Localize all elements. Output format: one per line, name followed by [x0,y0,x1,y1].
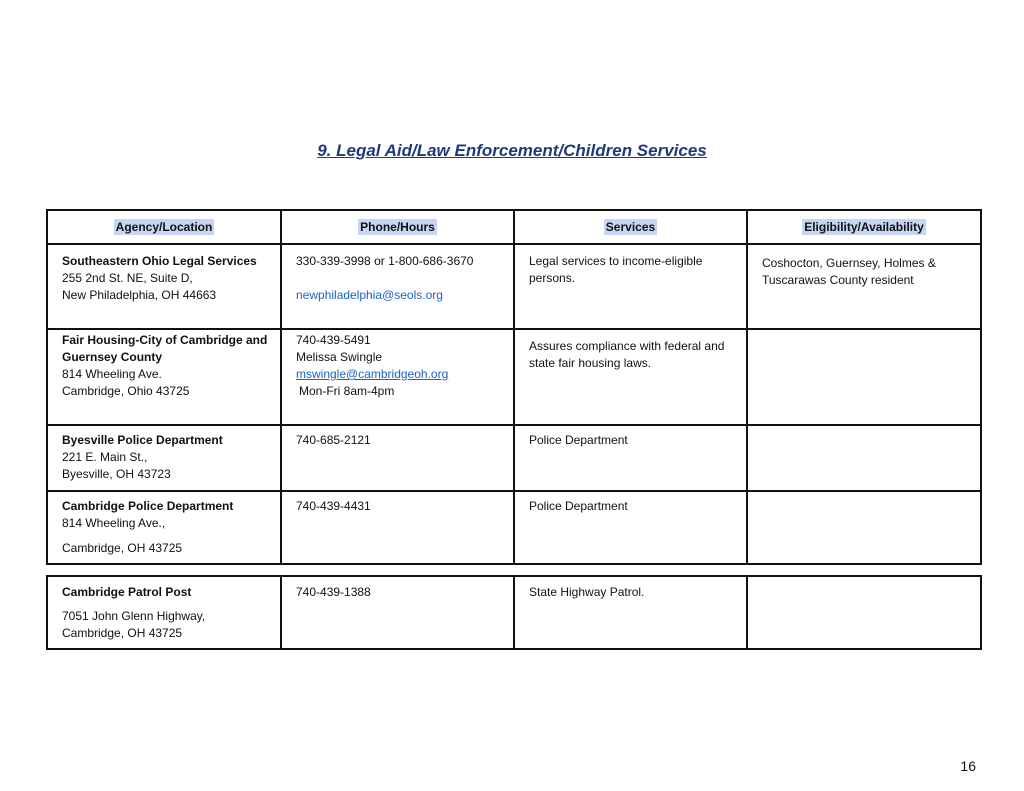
agency-name: Southeastern Ohio Legal Services [62,254,257,268]
agency-address-line2: Cambridge, OH 43725 [62,541,183,555]
services-text: State Highway Patrol. [529,585,645,599]
eligibility-cell [747,244,981,329]
header-eligibility: Eligibility/Availability [747,210,981,244]
services-cell [514,425,747,491]
agency-address-line1: 814 Wheeling Ave. [62,367,162,381]
services-cell [514,329,747,425]
phone-cell [281,244,514,329]
agency-address-line2: Cambridge, Ohio 43725 [62,384,190,398]
table-row [47,576,981,649]
agency-cell [47,576,281,649]
eligibility-cell [747,329,981,425]
eligibility-text: Coshocton, Guernsey, Holmes & Tuscarawas County resident [762,256,936,287]
header-agency: Agency/Location [47,210,281,244]
services-text: Police Department [529,433,628,447]
services-text: Legal services to income-eligible persons. [529,254,703,285]
phone-cell [281,576,514,649]
agency-address-line1: 7051 John Glenn Highway, [62,609,206,623]
eligibility-text [748,577,980,591]
table-row [47,244,981,329]
services-cell [514,576,747,649]
services-cell [514,244,747,329]
phone-number: 740-439-4431 [296,499,371,513]
phone-cell [281,329,514,425]
eligibility-text [748,426,980,440]
page-number: 16 [960,758,976,774]
email-link[interactable]: newphiladelphia@seols.org [296,288,443,302]
table-row [47,425,981,491]
agency-cell [47,491,281,564]
eligibility-cell [747,576,981,649]
services-text: Police Department [529,499,628,513]
services-table [46,209,982,565]
table-header-row [47,210,981,244]
agency-name: Fair Housing-City of Cambridge and Guernsey County [62,333,268,364]
agency-name: Byesville Police Department [62,433,223,447]
office-hours: Mon-Fri 8am-4pm [299,384,395,398]
page-title [0,141,1024,161]
eligibility-cell [747,425,981,491]
agency-cell [47,425,281,491]
services-cell [514,491,747,564]
phone-number: 740-685-2121 [296,433,371,447]
agency-address-line2: New Philadelphia, OH 44663 [62,288,217,302]
table-row [47,329,981,425]
header-phone: Phone/Hours [281,210,514,244]
header-services: Services [514,210,747,244]
agency-cell [47,329,281,425]
patrol-table [46,575,982,650]
phone-number: 740-439-5491 [296,333,371,347]
agency-name: Cambridge Police Department [62,499,234,513]
agency-address-line2: Cambridge, OH 43725 [62,626,183,640]
services-text: Assures compliance with federal and state fair housing laws. [529,339,725,370]
page-title-text: 9. Legal Aid/Law Enforcement/Children Services [317,141,707,160]
eligibility-text [748,492,980,506]
agency-address-line2: Byesville, OH 43723 [62,467,171,481]
agency-cell [47,244,281,329]
eligibility-cell [747,491,981,564]
phone-number: 330-339-3998 or 1-800-686-3670 [296,254,474,268]
phone-cell [281,425,514,491]
phone-number: 740-439-1388 [296,585,371,599]
agency-name: Cambridge Patrol Post [62,585,192,599]
contact-name: Melissa Swingle [296,350,383,364]
agency-address-line1: 255 2nd St. NE, Suite D, [62,271,193,285]
agency-address-line1: 814 Wheeling Ave., [62,516,166,530]
table-row [47,491,981,564]
eligibility-text [748,330,980,344]
phone-cell [281,491,514,564]
agency-address-line1: 221 E. Main St., [62,450,148,464]
email-link[interactable]: mswingle@cambridgeoh.org [296,367,449,381]
